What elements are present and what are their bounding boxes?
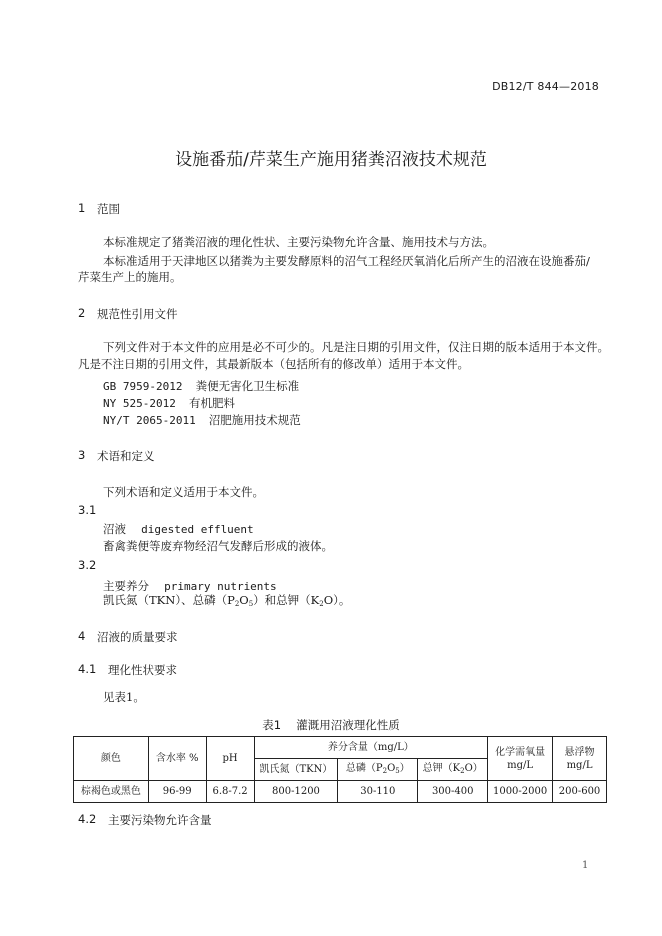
term-english: primary nutrients (164, 580, 277, 593)
reference-code: GB 7959-2012 (103, 380, 183, 393)
header-tkn: 凯氏氮（TKN） (254, 759, 338, 781)
header-cod: 化学需氧量 mg/L (488, 737, 553, 781)
cell-tkn: 800-1200 (254, 781, 338, 803)
reference-name: 沼肥施用技术规范 (208, 413, 301, 427)
cell-water-content: 96-99 (148, 781, 206, 803)
reference-name: 有机肥料 (188, 396, 235, 410)
section-4-title: 沼液的质量要求 (97, 630, 178, 644)
subsection-4-1-title: 理化性状要求 (108, 663, 177, 677)
standard-number: DB12/T 844—2018 (492, 80, 599, 93)
section-2-paragraph: 下列文件对于本文件的应用是必不可少的。凡是注日期的引用文件，仅注日期的版本适用于本文件。 (103, 340, 609, 354)
section-1-paragraph-1: 本标准规定了猪粪沼液的理化性状、主要污染物允许含量、施用技术与方法。 (103, 235, 494, 249)
subsection-4-2-number: 4.2 (78, 812, 97, 826)
page-number: 1 (582, 860, 589, 871)
header-color: 颜色 (74, 737, 149, 781)
header-nutrient-content: 养分含量（mg/L） (254, 737, 488, 759)
term-english: digested effluent (141, 523, 254, 536)
cell-cod: 1000-2000 (488, 781, 553, 803)
term-3-1-number: 3.1 (78, 503, 97, 517)
cell-total-potassium: 300-400 (418, 781, 488, 803)
section-3-title: 术语和定义 (97, 449, 155, 463)
section-1-title: 范围 (97, 202, 120, 216)
term-3-1-heading (103, 518, 254, 537)
section-1-paragraph-2-cont: 芹菜生产上的施用。 (78, 270, 182, 284)
cell-color: 棕褐色或黑色 (74, 781, 149, 803)
term-chinese: 沼液 (103, 522, 126, 536)
header-water-content: 含水率 % (148, 737, 206, 781)
table-row (74, 781, 607, 803)
reference-name: 粪便无害化卫生标准 (195, 379, 300, 393)
table-1-caption (0, 714, 662, 733)
section-1-number: 1 (78, 201, 86, 215)
term-3-2-number: 3.2 (78, 558, 97, 572)
term-3-1-definition: 畜禽粪便等废弃物经沼气发酵后形成的液体。 (103, 539, 333, 553)
subsection-4-2-title: 主要污染物允许含量 (108, 813, 212, 827)
section-1-paragraph-2: 本标准适用于天津地区以猪粪为主要发酵原料的沼气工程经厌氧消化后所产生的沼液在设施番茄/ (103, 254, 590, 268)
header-total-phosphorus: 总磷$(P_2O_5)$ (338, 759, 418, 781)
quality-table (73, 736, 607, 803)
reference-code: NY 525-2012 (103, 397, 176, 410)
section-4-number: 4 (78, 629, 86, 643)
reference-item (103, 409, 301, 428)
subsection-4-1-text: 见表1。 (103, 690, 145, 704)
table-caption-number: 表1 (262, 718, 282, 732)
subsection-4-1-number: 4.1 (78, 662, 97, 676)
section-2-paragraph-cont: 凡是不注日期的引用文件，其最新版本（包括所有的修改单）适用于本文件。 (78, 357, 469, 371)
cell-total-phosphorus: 30-110 (338, 781, 418, 803)
section-2-number: 2 (78, 306, 86, 320)
term-3-2-definition: 凯氏氮（TKN）、总磷$(P_2O_5)$和总钾$(K_2O)$。 (103, 593, 351, 608)
table-caption-text: 灌溉用沼液理化性质 (296, 718, 400, 732)
header-total-potassium: 总钾$(K_2O)$ (418, 759, 488, 781)
term-chinese: 主要养分 (103, 579, 149, 593)
reference-code: NY/T 2065-2011 (103, 414, 196, 427)
document-title: 设施番茄/芹菜生产施用猪粪沼液技术规范 (175, 150, 487, 170)
section-3-intro: 下列术语和定义适用于本文件。 (103, 485, 264, 499)
cell-suspended-solids: 200-600 (553, 781, 607, 803)
section-3-number: 3 (78, 448, 86, 462)
cell-ph: 6.8-7.2 (206, 781, 254, 803)
header-ph: pH (206, 737, 254, 781)
section-2-title: 规范性引用文件 (97, 307, 178, 321)
header-suspended-solids: 悬浮物 mg/L (553, 737, 607, 781)
